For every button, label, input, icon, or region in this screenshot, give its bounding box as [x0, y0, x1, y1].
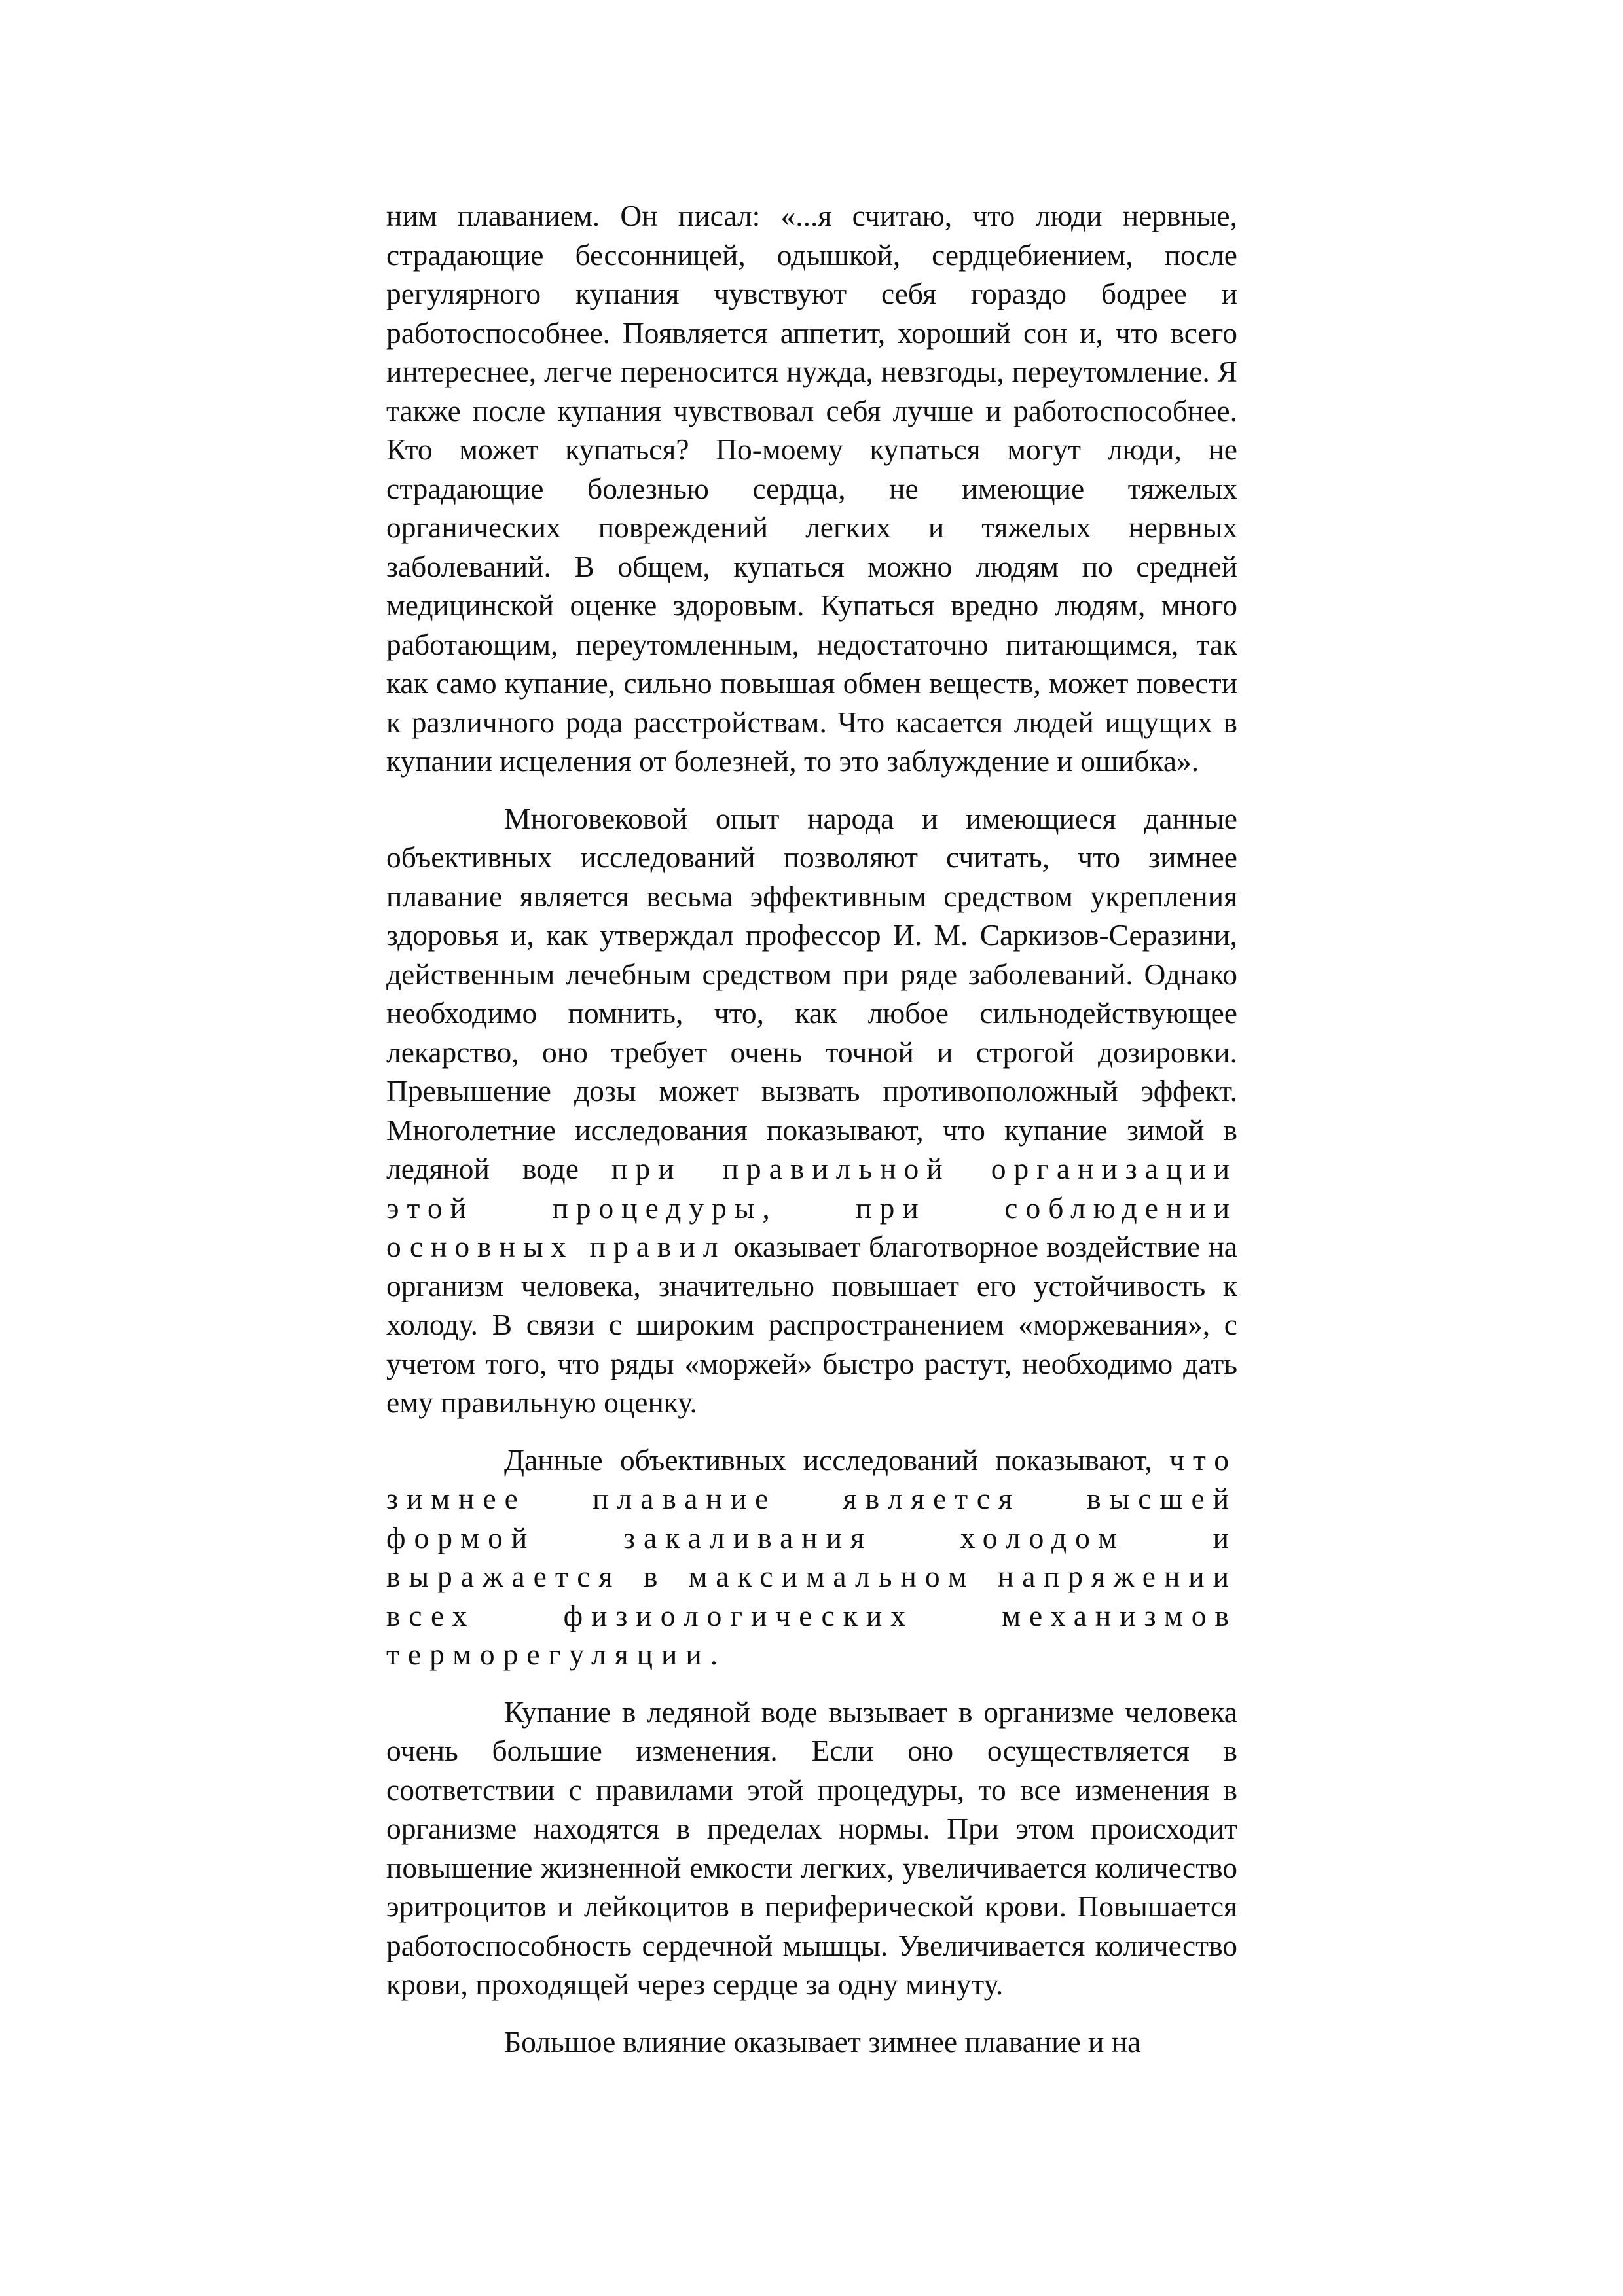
paragraph-objective-data [386, 1441, 1237, 1674]
paragraph-influence: Большое влияние оказывает зимнее плавание и на [504, 2024, 1141, 2058]
paragraph-experience-text: Многовековой опыт народа и имеющиеся данные объективных исследований позволяют считать, что зимнее плавание является весьма эффективным средством укрепления здоровья и, как утверждал профессор И. М. Саркизов-Серазини, действенным лечебным средством при ряде заболеваний. Однако необходимо помнить, что, как любое сильнодействующее лекарство, оно требует очень точной и строгой дозировки. Превышение дозы может вызвать противоположный эффект. Многолетние исследования показывают, что купание зимой в ледяной воде [386, 801, 1237, 1185]
paragraph-objective-data-text: Данные объективных исследований показывают, [504, 1443, 1152, 1477]
paragraph-objective-data-emphasis: что зимнее плавание является высшей формой закаливания холодом и выражается в максимальном напряжении всех физиологических механизмов терморегуляции. [386, 1443, 1237, 1671]
text-column [386, 196, 1237, 2061]
paragraph-experience-text-end: оказывает благотворное воздействие на организм человека, значительно повышает его устойчивость к холоду. В связи с широким распространением «моржевания», с учетом того, что ряды «моржей» быстро растут, необходимо дать ему правильную оценку. [386, 1230, 1237, 1419]
paragraph-experience [386, 799, 1237, 1422]
paragraph-quote: ним плаванием. Он писал: «...я считаю, что люди нервные, страдающие бессонницей, одышкой, сердцебиением, после регулярного купания чувствуют себя гораздо бодрее и работоспособнее. Появляется аппетит, хороший сон и, что всего интереснее, легче переносится нужда, невзгоды, переутомление. Я также после купания чувствовал себя лучше и работоспособнее. Кто может купаться? По-моему купаться могут люди, не страдающие болезнью сердца, не имеющие тяжелых органических повреждений легких и тяжелых нервных заболеваний. В общем, купаться можно людям по средней медицинской оценке здоровым. Купаться вредно людям, много работающим, переутомленным, недостаточно питающимся, так как само купание, сильно повышая обмен веществ, может повести к различного рода расстройствам. Что касается людей ищущих в купании исцеления от болезней, то это заблуждение и ошибка». [386, 199, 1237, 778]
paragraph-changes: Купание в ледяной воде вызывает в организме человека очень большие изменения. Если оно осуществляется в соответствии с правилами этой процедуры, то все изменения в организме находятся в пределах нормы. При этом происходит повышение жизненной емкости легких, увеличивается количество эритроцитов и лейкоцитов в периферической крови. Повышается работоспособность сердечной мышцы. Увеличивается количество крови, проходящей через сердце за одну минуту. [386, 1695, 1237, 2001]
paragraph-experience-emphasis: при правильной организации этой процедуры, при соблюдении основных правил [386, 1152, 1237, 1263]
